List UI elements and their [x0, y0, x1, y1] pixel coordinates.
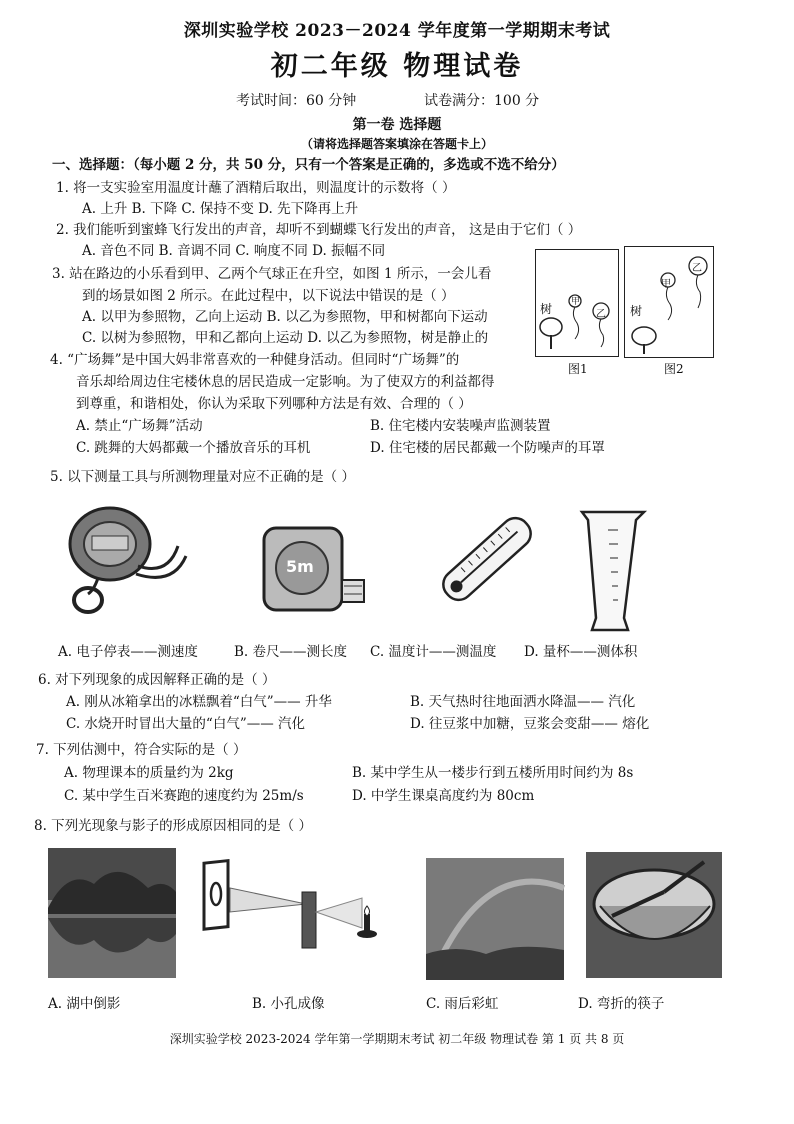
figure-2-jia-label: 甲 — [661, 279, 671, 290]
question-5-stem: 5. 以下测量工具与所测物理量对应不正确的是（ ） — [50, 469, 355, 485]
question-8-option-c: C. 雨后彩虹 — [426, 996, 499, 1012]
measuring-cup-image — [578, 506, 648, 636]
question-8-option-d: D. 弯折的筷子 — [578, 996, 665, 1012]
figure-1-jia-label: 甲 — [571, 297, 581, 307]
stopwatch-image — [58, 496, 188, 626]
question-3-stem: 3. 站在路边的小乐看到甲、乙两个气球正在升空，如图 1 所示，一会儿看 — [52, 266, 492, 282]
question-7-option-c: C. 某中学生百米赛跑的速度约为 25m/s — [64, 788, 304, 804]
figure-2-caption: 图2 — [664, 362, 684, 376]
question-5-option-a: A. 电子停表——测速度 — [58, 644, 198, 660]
bent-chopstick-image — [586, 852, 722, 978]
question-7-option-b: B. 某中学生从一楼步行到五楼所用时间约为 8s — [352, 765, 634, 781]
question-6-option-a: A. 刚从冰箱拿出的冰糕飘着“白气”—— 升华 — [66, 694, 332, 710]
thermometer-image — [432, 504, 542, 614]
question-6-option-c: C. 水烧开时冒出大量的“白气”—— 汽化 — [66, 716, 306, 732]
question-3-options-cd: C. 以树为参照物，甲和乙都向上运动 D. 以乙为参照物，树是静止的 — [82, 330, 489, 346]
question-4-stem: 4. “广场舞”是中国大妈非常喜欢的一种健身活动。但同时“广场舞”的 — [50, 352, 460, 368]
figure-2-yi-label: 乙 — [692, 263, 702, 274]
question-3-options-ab: A. 以甲为参照物，乙向上运动 B. 以乙为参照物，甲和树都向下运动 — [82, 309, 488, 325]
exam-school-title: 深圳实验学校 2023－2024 学年度第一学期期末考试 — [183, 21, 611, 41]
question-5-option-d: D. 量杯——测体积 — [524, 644, 638, 660]
tape-measure-label: 5m — [286, 557, 314, 576]
question-7-option-a: A. 物理课本的质量约为 2kg — [64, 765, 234, 781]
question-1-stem: 1. 将一支实验室用温度计蘸了酒精后取出，则温度计的示数将（ ） — [56, 180, 456, 196]
answer-note: （请将选择题答案填涂在答题卡上） — [300, 137, 493, 151]
question-2-options: A. 音色不同 B. 音调不同 C. 响度不同 D. 振幅不同 — [82, 243, 386, 259]
question-7-option-d: D. 中学生课桌高度约为 80cm — [352, 788, 535, 804]
question-6-option-b: B. 天气热时往地面洒水降温—— 汽化 — [410, 694, 636, 710]
question-4-option-b: B. 住宅楼内安装噪声监测装置 — [370, 418, 551, 434]
question-1-options: A. 上升 B. 下降 C. 保持不变 D. 先下降再上升 — [82, 201, 359, 217]
figure-2-tree-label: 树 — [630, 304, 643, 318]
question-5-option-b: B. 卷尺——测长度 — [234, 644, 348, 660]
question-4-stem-cont: 音乐却给周边住宅楼休息的居民造成一定影响。为了使双方的利益都得 — [76, 374, 495, 390]
question-4-option-a: A. 禁止“广场舞”活动 — [76, 418, 203, 434]
volume-title: 第一卷 选择题 — [352, 117, 442, 133]
question-8-stem: 8. 下列光现象与影子的形成原因相同的是（ ） — [34, 818, 312, 834]
exam-paper-title: 初二年级 物理试卷 — [270, 51, 524, 82]
question-6-option-d: D. 往豆浆中加糖，豆浆会变甜—— 熔化 — [410, 716, 650, 732]
question-6-stem: 6. 对下列现象的成因解释正确的是（ ） — [38, 672, 276, 688]
question-5-option-c: C. 温度计——测温度 — [370, 644, 497, 660]
exam-time: 考试时间：60 分钟 — [236, 93, 357, 109]
section-heading: 一、选择题：（每小题 2 分，共 50 分，只有一个答案是正确的，多选或不选不给分） — [52, 157, 565, 173]
figure-1-tree-label: 树 — [540, 302, 553, 316]
lake-reflection-image — [48, 848, 176, 978]
figure-1-caption: 图1 — [568, 362, 588, 376]
full-score: 试卷满分：100 分 — [424, 93, 540, 109]
question-3-stem-cont: 到的场景如图 2 所示。在此过程中，以下说法中错误的是（ ） — [82, 288, 455, 304]
pinhole-camera-image — [196, 858, 356, 958]
figure-1-yi-label: 乙 — [596, 309, 606, 320]
question-8-option-a: A. 湖中倒影 — [48, 996, 121, 1012]
page-footer: 深圳实验学校 2023-2024 学年第一学期期末考试 初二年级 物理试卷 第 1 页 共 8 页 — [169, 1032, 625, 1046]
rainbow-image — [426, 858, 564, 980]
question-7-stem: 7. 下列估测中，符合实际的是（ ） — [36, 742, 247, 758]
question-4-option-d: D. 住宅楼的居民都戴一个防噪声的耳罩 — [370, 440, 605, 456]
question-8-option-b: B. 小孔成像 — [252, 996, 325, 1012]
question-4-option-c: C. 跳舞的大妈都戴一个播放音乐的耳机 — [76, 440, 311, 456]
question-2-stem: 2. 我们能听到蜜蜂飞行发出的声音，却听不到蝴蝶飞行发出的声音， 这是由于它们（ ） — [56, 222, 582, 238]
question-4-stem-cont2: 到尊重，和谐相处，你认为采取下列哪种方法是有效、合理的（ ） — [76, 396, 472, 412]
